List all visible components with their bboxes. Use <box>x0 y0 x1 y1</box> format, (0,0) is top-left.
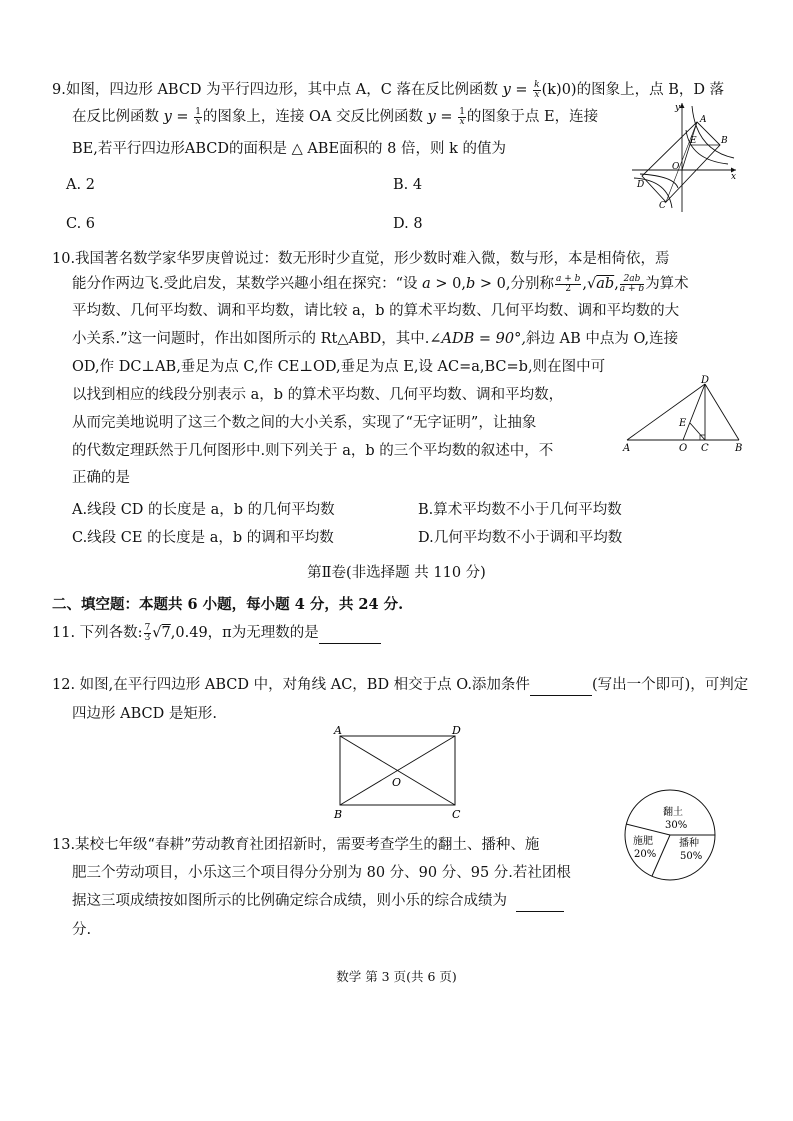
q10-line4-c: 斜边 AB 中点为 O,连接 <box>525 331 679 347</box>
q10-line5: OD,作 DC⊥AB,垂足为点 C,作 CE⊥OD,垂足为点 E,设 AC=a,BC=b,则在图中可 <box>72 359 606 375</box>
q11-answer-blank[interactable] <box>319 623 381 644</box>
q12-fig-label-b: B <box>334 808 343 821</box>
q9-fig-label-d: D <box>637 180 645 190</box>
q9-option-b: B. 4 <box>393 177 423 193</box>
q13-line3 <box>72 891 564 912</box>
q10-line4 <box>72 329 678 349</box>
section-heading: 二、填空题：本题共 6 小题，每小题 4 分，共 24 分. <box>52 596 404 613</box>
q10-angle: ∠ADB = 90°, <box>429 331 526 347</box>
q10-fig-label-c: C <box>701 443 709 454</box>
q9-line2-a: 在反比例函数 <box>72 109 159 125</box>
q9-line2: 在反比例函数 y = $\frac{1}{x}$ 的图象上，连接 OA 交反比例函数 y = $\frac{1}{x}$ 的图象于点 E，连接 <box>72 106 599 127</box>
q9-line1-tail: 的图象上，点 B，D 落 <box>576 82 725 98</box>
q11-prefix: 11. 下列各数: <box>52 625 143 641</box>
q9-fig-label-y: y <box>675 103 681 113</box>
q9-line1: 9.如图，四边形 ABCD 为平行四边形，其中点 A，C 落在反比例函数 y = $\frac{k}{x}$ (k)0)的图象上，点 B，D 落 <box>52 79 725 100</box>
q10-fig-label-d: D <box>701 375 710 386</box>
q9-fig-label-b: B <box>721 136 728 146</box>
q9-line3: BE,若平行四边形ABCD的面积是 △ ABE面积的 8 倍，则 k 的值为 <box>72 141 506 157</box>
pie-label-shifei: 施肥 <box>633 836 653 847</box>
q12-line2: 四边形 ABCD 是矩形. <box>72 706 217 722</box>
pie-pct-bozhong: 50% <box>680 851 703 862</box>
q11-line: 11. 下列各数: $\frac{7}{3}$ √7,0.49，π为无理数的是 <box>52 623 381 644</box>
q12-fig-label-d: D <box>452 724 461 737</box>
q10-line2-c: 为算术 <box>645 276 689 292</box>
q9-line1-text: 9.如图，四边形 ABCD 为平行四边形，其中点 A，C 落在反比例函数 <box>52 82 498 98</box>
q10-line8: 的代数定理跃然于几何图形中.则下列关于 a，b 的三个平均数的叙述中，不 <box>72 443 554 459</box>
pie-pct-shifei: 20% <box>634 849 657 860</box>
q12-fig-label-a: A <box>334 724 342 737</box>
q9-line2-c: 的图象于点 E，连接 <box>466 109 599 125</box>
q10-line7: 从而完美地说明了这三个数之间的大小关系，实现了“无字证明”，让抽象 <box>72 415 537 431</box>
q10-option-b: B.算术平均数不小于几何平均数 <box>418 502 622 518</box>
q9-fig-label-a: A <box>700 115 707 125</box>
q9-fig-label-c: C <box>659 201 666 211</box>
q10-line3: 平均数、几何平均数、调和平均数，请比较 a，b 的算术平均数、几何平均数、调和平均数的大 <box>72 303 680 319</box>
q9-func-k: (k)0) <box>541 82 577 98</box>
q9-fig-label-o: O <box>672 162 680 172</box>
section-title: 第Ⅱ卷(非选择题 共 110 分) <box>307 565 486 581</box>
q10-fig-label-b: B <box>735 443 743 454</box>
q10-line2-b: 分别称 <box>510 276 554 292</box>
q10-line6: 以找到相应的线段分别表示 a，b 的算术平均数、几何平均数、调和平均数， <box>72 387 564 403</box>
q13-line1: 13.某校七年级“春耕”劳动教育社团招新时，需要考查学生的翻土、播种、施 <box>52 837 540 853</box>
q11-suffix: ,0.49，π为无理数的是 <box>170 625 319 641</box>
q10-fig-label-o: O <box>679 443 688 454</box>
q10-line2: 能分作两边飞.受此启发，某数学兴趣小组在探究：“设 a > 0,b > 0,分别称 $\frac{a + b}{2}$ ,√ab, $\frac{2ab}{a + b}$ 为算术 <box>72 273 689 294</box>
q9-option-a: A. 2 <box>66 177 95 193</box>
q12-fig-label-c: C <box>452 808 461 821</box>
q10-option-d: D.几何平均数不小于调和平均数 <box>418 530 623 546</box>
q9-option-c: C. 6 <box>66 216 96 232</box>
q10-fig-label-e: E <box>679 418 687 429</box>
pie-label-bozhong: 播种 <box>679 838 699 849</box>
q10-triangle-figure <box>622 375 747 457</box>
q12-line1 <box>52 675 748 696</box>
q13-line3-text: 据这三项成绩按如图所示的比例确定综合成绩，则小乐的综合成绩为 <box>72 893 507 909</box>
q12-line1-a: 12. 如图,在平行四边形 ABCD 中，对角线 AC，BD 相交于点 O.添加条件 <box>52 677 530 693</box>
q9-fig-label-e: E <box>690 136 697 146</box>
q9-figure <box>630 100 740 215</box>
q13-line4: 分. <box>72 922 92 938</box>
q9-fig-label-x: x <box>731 172 737 182</box>
q12-fig-label-o: O <box>392 776 402 789</box>
q10-option-a: A.线段 CD 的长度是 a，b 的几何平均数 <box>72 502 335 518</box>
q10-line9: 正确的是 <box>72 470 130 486</box>
q12-line1-b: (写出一个即可)，可判定 <box>591 677 749 693</box>
q10-line4-a: 小关系.”这一问题时，作出如图所示的 Rt△ABD，其中. <box>72 331 430 347</box>
pie-pct-fantu: 30% <box>665 820 688 831</box>
q9-line2-b: 的图象上，连接 OA 交反比例函数 <box>202 109 423 125</box>
q10-line1: 10.我国著名数学家华罗庚曾说过：数无形时少直觉，形少数时难入微，数与形，本是相倚依，焉 <box>52 251 670 267</box>
q10-option-c: C.线段 CE 的长度是 a，b 的调和平均数 <box>72 530 334 546</box>
q10-fig-label-a: A <box>623 443 631 454</box>
q12-answer-blank[interactable] <box>530 675 592 696</box>
q13-line2: 肥三个劳动项目，小乐这三个项目得分分别为 80 分、90 分、95 分.若社团根 <box>72 865 571 881</box>
pie-label-fantu: 翻土 <box>663 807 683 818</box>
q10-line2-a: 能分作两边飞.受此启发，某数学兴趣小组在探究：“设 <box>72 276 418 292</box>
q13-pie-chart <box>623 788 718 883</box>
q12-rectangle-figure <box>330 724 465 822</box>
page-footer: 数学 第 3 页(共 6 页) <box>336 969 457 984</box>
q13-answer-blank[interactable] <box>516 891 564 912</box>
q9-option-d: D. 8 <box>393 216 423 232</box>
